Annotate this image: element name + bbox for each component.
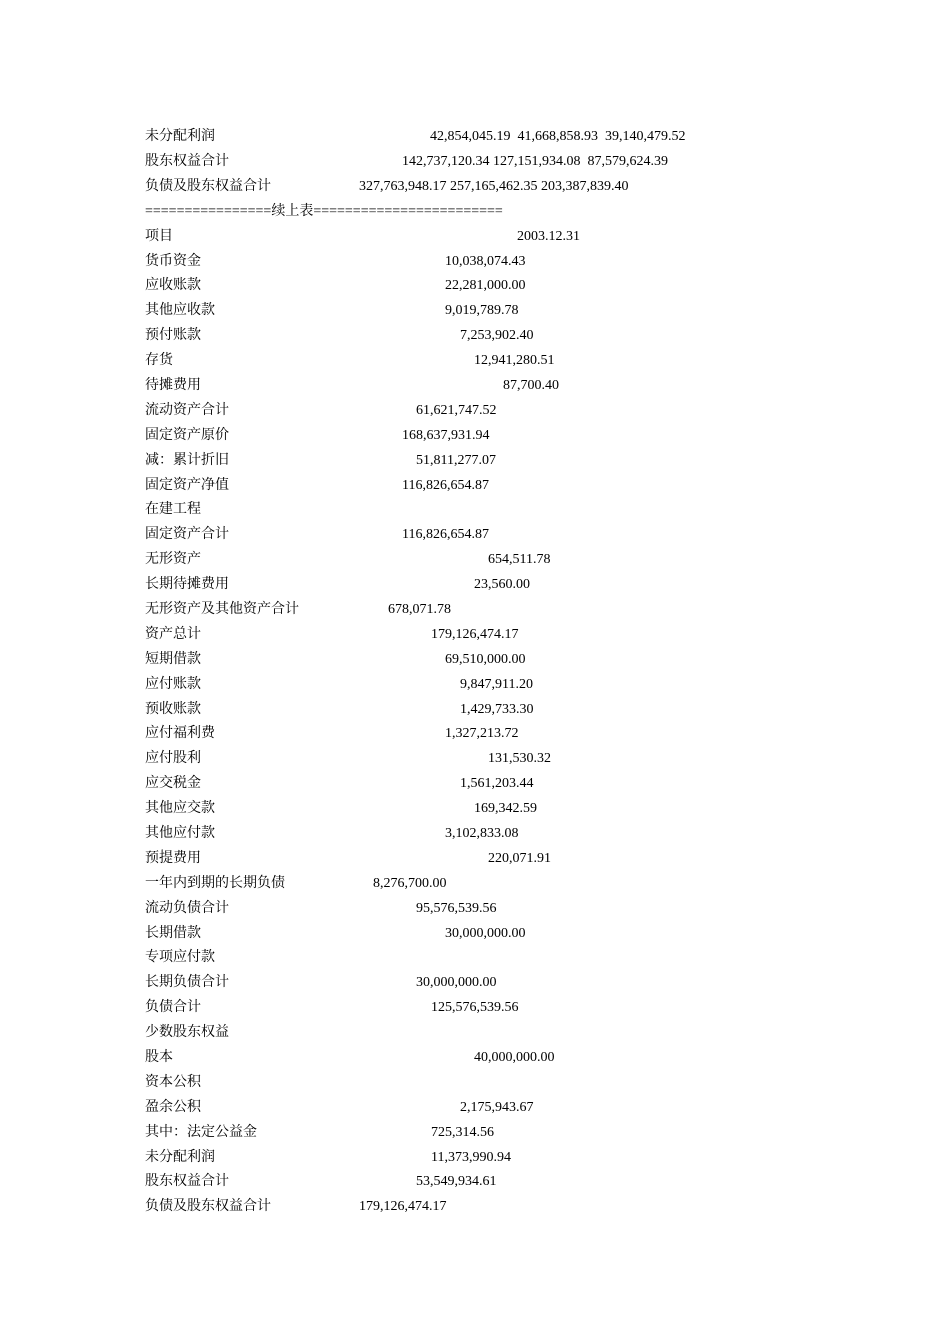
row-label: 无形资产及其他资产合计 (145, 602, 299, 617)
row-label: 负债及股东权益合计 (145, 1199, 271, 1214)
row-label: 资本公积 (145, 1075, 201, 1090)
row-label: 固定资产净值 (145, 478, 229, 493)
row-label: 预付账款 (145, 328, 201, 343)
row-label: 短期借款 (145, 652, 201, 667)
row-label: 未分配利润 (145, 1150, 215, 1165)
row-label: 货币资金 (145, 254, 201, 269)
row-label: 固定资产合计 (145, 527, 229, 542)
row-label: 固定资产原价 (145, 428, 229, 443)
row-value: 9,847,911.20 (460, 677, 533, 692)
row-label: 专项应付款 (145, 950, 215, 965)
row-value: 179,126,474.17 (359, 1199, 447, 1214)
row-value: 69,510,000.00 (445, 652, 526, 667)
row-label: 应付股利 (145, 751, 201, 766)
row-value: 30,000,000.00 (445, 926, 526, 941)
row-value: 10,038,074.43 (445, 254, 526, 269)
row-label: 应付福利费 (145, 726, 215, 741)
row-label: 一年内到期的长期负债 (145, 876, 285, 891)
row-value: 87,700.40 (503, 378, 559, 393)
row-value: 95,576,539.56 (416, 901, 497, 916)
row-label: 应收账款 (145, 278, 201, 293)
row-value: 220,071.91 (488, 851, 551, 866)
row-value: 8,276,700.00 (373, 876, 447, 891)
row-label: 少数股东权益 (145, 1025, 229, 1040)
row-value: 61,621,747.52 (416, 403, 497, 418)
row-value: 2,175,943.67 (460, 1100, 534, 1115)
header-label: 项目 (145, 229, 173, 244)
header-date: 2003.12.31 (517, 229, 580, 244)
row-value: 1,429,733.30 (460, 702, 534, 717)
row-label: 盈余公积 (145, 1100, 201, 1115)
row-label: 无形资产 (145, 552, 201, 567)
row-value: 23,560.00 (474, 577, 530, 592)
row-label: 其中：法定公益金 (145, 1125, 257, 1140)
row-label: 其他应收款 (145, 303, 215, 318)
row-label: 负债及股东权益合计 (145, 179, 271, 194)
row-label: 预提费用 (145, 851, 201, 866)
row-values: 327,763,948.17 257,165,462.35 203,387,839.40 (359, 179, 629, 194)
row-label: 流动资产合计 (145, 403, 229, 418)
table-row (145, 152, 668, 172)
row-value: 40,000,000.00 (474, 1050, 555, 1065)
row-label: 应付账款 (145, 677, 201, 692)
row-label: 未分配利润 (145, 129, 215, 144)
continuation-separator: ================续上表======================== (145, 204, 503, 219)
row-value: 1,327,213.72 (445, 726, 519, 741)
row-value: 53,549,934.61 (416, 1174, 497, 1189)
row-value: 11,373,990.94 (431, 1150, 511, 1165)
row-value: 116,826,654.87 (402, 527, 489, 542)
row-value: 169,342.59 (474, 801, 537, 816)
row-value: 179,126,474.17 (431, 627, 519, 642)
row-label: 负债合计 (145, 1000, 201, 1015)
row-label: 预收账款 (145, 702, 201, 717)
row-label: 存货 (145, 353, 173, 368)
row-values: 142,737,120.34 127,151,934.08 87,579,624.39 (402, 154, 668, 169)
row-label: 在建工程 (145, 502, 201, 517)
row-value: 1,561,203.44 (460, 776, 534, 791)
row-label: 股东权益合计 (145, 154, 229, 169)
row-label: 其他应交款 (145, 801, 215, 816)
row-value: 654,511.78 (488, 552, 551, 567)
table-row (145, 127, 686, 147)
row-label: 长期待摊费用 (145, 577, 229, 592)
row-value: 168,637,931.94 (402, 428, 490, 443)
row-value: 125,576,539.56 (431, 1000, 519, 1015)
row-value: 725,314.56 (431, 1125, 494, 1140)
row-values: 42,854,045.19 41,668,858.93 39,140,479.52 (430, 129, 686, 144)
row-value: 30,000,000.00 (416, 975, 497, 990)
row-value: 131,530.32 (488, 751, 551, 766)
row-label: 其他应付款 (145, 826, 215, 841)
row-label: 资产总计 (145, 627, 201, 642)
table-header (145, 227, 580, 247)
table-row (145, 177, 629, 197)
row-value: 12,941,280.51 (474, 353, 555, 368)
row-label: 股东权益合计 (145, 1174, 229, 1189)
row-label: 长期负债合计 (145, 975, 229, 990)
row-label: 股本 (145, 1050, 173, 1065)
row-value: 7,253,902.40 (460, 328, 534, 343)
row-value: 9,019,789.78 (445, 303, 519, 318)
row-value: 116,826,654.87 (402, 478, 489, 493)
row-value: 3,102,833.08 (445, 826, 519, 841)
row-label: 待摊费用 (145, 378, 201, 393)
row-label: 减：累计折旧 (145, 453, 229, 468)
row-value: 678,071.78 (388, 602, 451, 617)
row-value: 51,811,277.07 (416, 453, 496, 468)
row-label: 应交税金 (145, 776, 201, 791)
row-label: 长期借款 (145, 926, 201, 941)
row-value: 22,281,000.00 (445, 278, 526, 293)
row-label: 流动负债合计 (145, 901, 229, 916)
